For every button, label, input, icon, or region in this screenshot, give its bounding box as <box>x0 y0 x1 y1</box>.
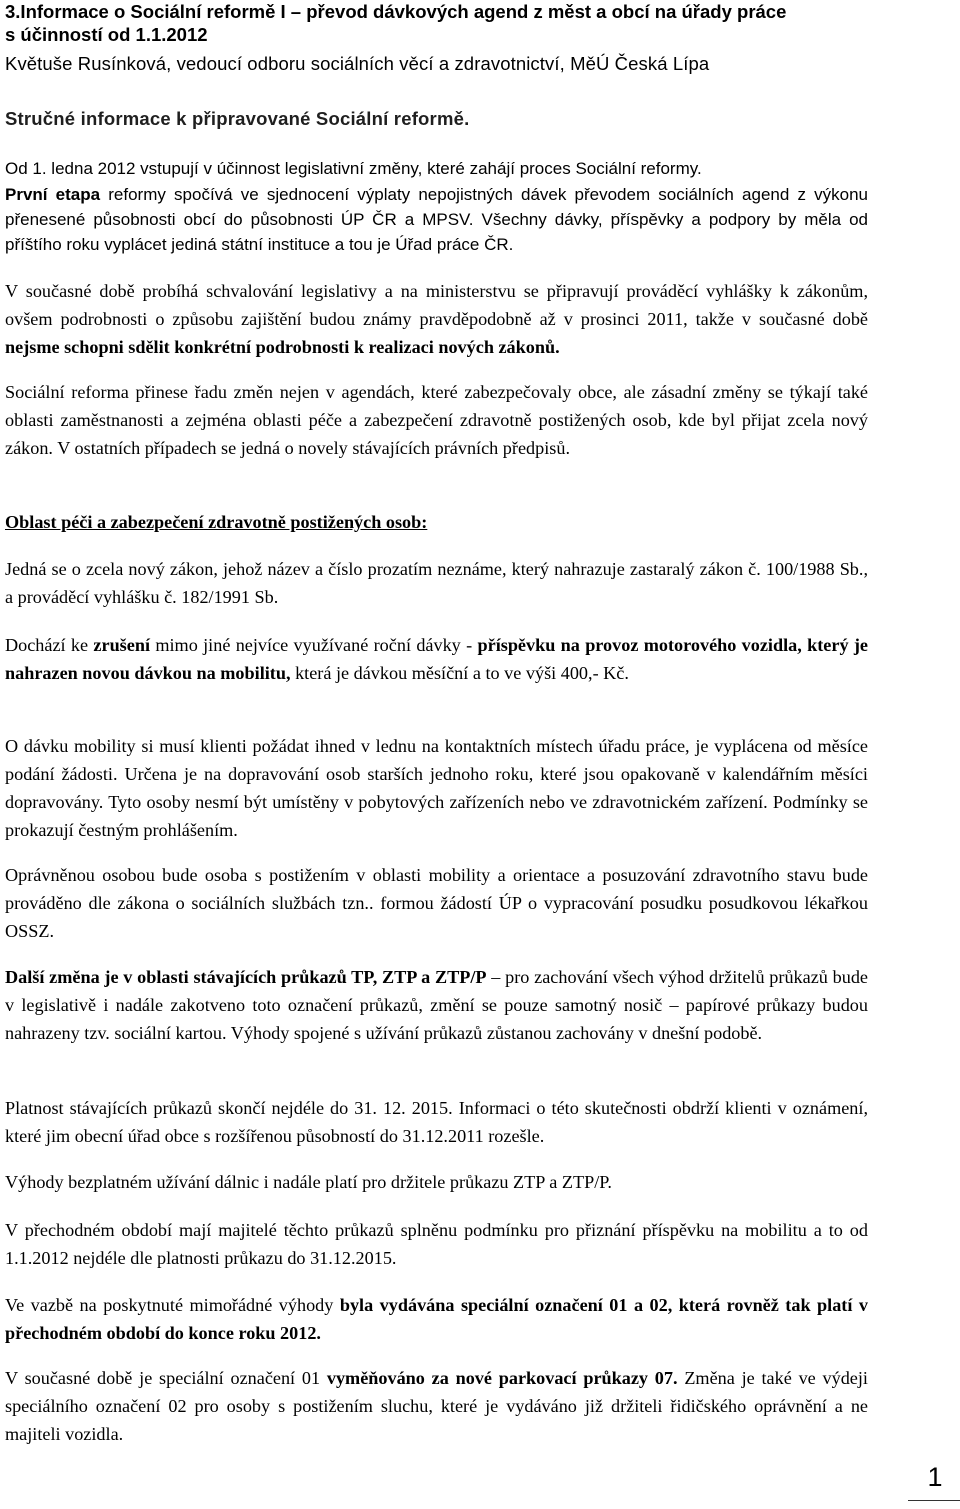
legislation-text: V současné době probíhá schvalování legislativy a na ministerstvu se připravují prováděcí vyhlášky k zákonům, ovšem podrobnosti o způsobu zajištění budou známy pravděpodobně až v prosinci 2011, takže v současné době <box>5 281 868 329</box>
special-marks-bold: byla vydávána speciální označení 01 a 02, která rovněž tak platí v přechodném období do konce roku 2012. <box>5 1295 868 1343</box>
legislation-bold: nejsme schopni sdělit konkrétní podrobnosti k realizaci nových zákonů. <box>5 337 560 357</box>
paragraph-card-validity: Platnost stávajících průkazů skončí nejdéle do 31. 12. 2015. Informaci o této skutečnosti obdrží klienti v oznámení, které jim obecní úřad obce s rozšířenou působností do 31.12.2011 rozešle. <box>5 1098 868 1146</box>
first-stage-text: reformy spočívá ve sjednocení výplaty nepojistných dávek převodem sociálních agend z výkonu přenesené působnosti obcí do působnosti ÚP ČR a MPSV. Všechny dávky, příspěvky a podpory by měla od příštího roku vyplácet jediná státní instituce a tou je Úřad práce ČR. <box>5 185 868 254</box>
section-heading: Oblast péči a zabezpečení zdravotně postižených osob: <box>5 512 428 532</box>
paragraph-eligible-person: Oprávněnou osobou bude osoba s postižením v oblasti mobility a orientace a posuzování zdravotního stavu bude prováděno dle zákona o sociálních službách tzn.. formou žádostí ÚP o vypracování posudku posudkovou lékařkou OSSZ. <box>5 865 868 941</box>
paragraph-legislation <box>5 277 868 361</box>
parking-text-a: V současné době je speciální označení 01 <box>5 1368 327 1388</box>
paragraph-first-stage <box>5 182 868 257</box>
mobility-text-b: mimo jiné nejvíce využívané roční dávky - <box>150 635 478 655</box>
mobility-bold-b: příspěvku na provoz motorového vozidla, který je nahrazen novou dávkou na mobilitu, <box>5 635 868 683</box>
document-title <box>5 0 868 46</box>
paragraph-transition: V přechodném období mají majitelé těchto průkazů splněnu podmínku pro přiznání příspěvku na mobilitu a to od 1.1.2012 nejdéle dle platnosti průkazu do 31.12.2015. <box>5 1220 868 1268</box>
parking-text-b: Změna je také ve výdeji speciálního označení 02 pro osoby s postižením sluchu, které je vydáváno již držiteli řidičského oprávnění a ne majiteli vozidla. <box>5 1368 868 1444</box>
paragraph-special-marks <box>5 1291 868 1347</box>
paragraph-new-law: Jedná se o zcela nový zákon, jehož název a číslo prozatím neznáme, který nahrazuje zastaralý zákon č. 100/1988 Sb., a prováděcí vyhlášku č. 182/1991 Sb. <box>5 559 868 607</box>
special-marks-text: Ve vazbě na poskytnuté mimořádné výhody <box>5 1295 340 1315</box>
page-number-rule <box>908 1500 960 1501</box>
title-line-1: 3.Informace o Sociální reformě I – převod dávkových agend z měst a obcí na úřady práce <box>5 1 787 22</box>
id-cards-bold: Další změna je v oblasti stávajících průkazů TP, ZTP a ZTP/P <box>5 967 487 987</box>
paragraph-highway: Výhody bezplatném užívání dálnic i nadále platí pro držitele průkazu ZTP a ZTP/P. <box>5 1172 612 1192</box>
mobility-text-a: Dochází ke <box>5 635 94 655</box>
title-line-2: s účinností od 1.1.2012 <box>5 24 208 45</box>
paragraph-id-cards <box>5 963 868 1047</box>
paragraph-mobility-allowance <box>5 631 868 687</box>
mobility-bold-a: zrušení <box>93 635 151 655</box>
subtitle: Stručné informace k připravované Sociální reformě. <box>5 108 470 129</box>
page-number: 1 <box>927 1462 943 1492</box>
paragraph-mobility-request: O dávku mobility si musí klienti požádat ihned v lednu na kontaktních místech úřadu práce, je vyplácena od měsíce podání žádosti. Určena je na dopravování osob starších jednoho roku, které jsou opakovaně v kalendářním měsíci dopravovány. Tyto osoby nesmí být umístěny v pobytových zařízeních nebo ve zdravotnickém zařízení. Podmínky se prokazují čestným prohlášením. <box>5 736 868 840</box>
first-stage-bold: První etapa <box>5 185 101 204</box>
paragraph-parking-cards <box>5 1364 868 1448</box>
author-line: Květuše Rusínková, vedoucí odboru sociálních věcí a zdravotnictví, MěÚ Česká Lípa <box>5 53 710 74</box>
paragraph-reform-changes: Sociální reforma přinese řadu změn nejen v agendách, které zabezpečovaly obce, ale zásadní změny se týkají také oblasti zaměstnanosti a zejména oblasti péče a zabezpečení zdravotně postižených osob, kde byl přijat zcela nový zákon. V ostatních případech se jedná o novely stávajících právních předpisů. <box>5 382 868 458</box>
paragraph-intro: Od 1. ledna 2012 vstupují v účinnost legislativní změny, které zahájí proces Sociální reformy. <box>5 159 702 178</box>
mobility-text-c: která je dávkou měsíční a to ve výši 400,- Kč. <box>290 663 629 683</box>
parking-bold: vyměňováno za nové parkovací průkazy 07. <box>326 1368 678 1388</box>
id-cards-text: – pro zachování všech výhod držitelů průkazů bude v legislativě i nadále zakotveno toto označení průkazů, změní se pouze samotný nosič – papírové průkazy budou nahrazeny tzv. sociální kartou. Výhody spojené s užívání průkazů zůstanou zachovány v dnešní podobě. <box>5 967 868 1043</box>
